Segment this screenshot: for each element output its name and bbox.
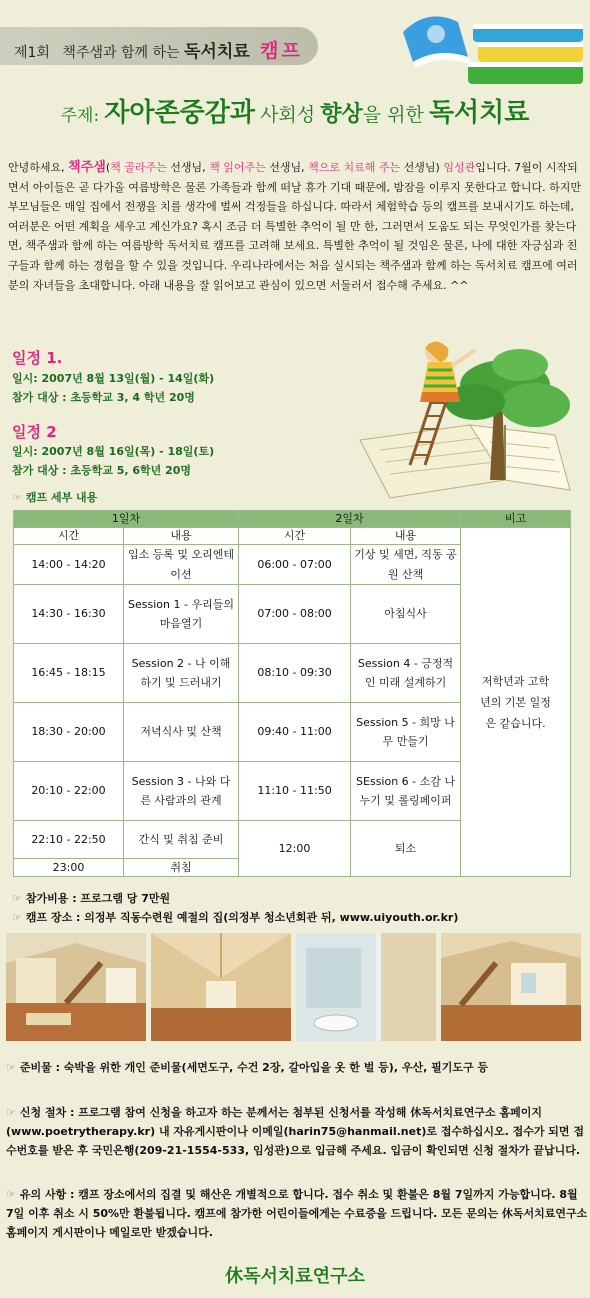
schedule1-target: 참가 대상 : 초등학교 3, 4 학년 20명 bbox=[12, 391, 195, 404]
pointing-hand-icon: ☞ bbox=[6, 1061, 16, 1074]
camp-photos bbox=[6, 933, 586, 1043]
title-subject: 주제: bbox=[60, 106, 100, 126]
row2-content2: Session 4 - 긍정적인 미래 설계하기 bbox=[351, 644, 461, 703]
pointing-hand-icon: ☞ bbox=[6, 1106, 16, 1119]
camp-photo-2 bbox=[151, 933, 291, 1041]
row4-content2: SEssion 6 - 소감 나누기 및 롤링페이퍼 bbox=[351, 762, 461, 821]
detail-label bbox=[12, 489, 97, 505]
apply-text: 신청 절차 : 프로그램 참여 신청을 하고자 하는 분께서는 첨부된 신청서를 작성해 休독서치료연구소 홈페이지(www.poetrytherapy.kr) 내 자유게시판이나 이메일(harin75@hanmail.net)로 접수하십시오. 접수가 되면 접수번호를 받은 후 국민은행(209-21-1554-533, 임성관)으로 입금해 주세요. 입금이 확인되면 신청 절차가 끝납니다. bbox=[6, 1106, 585, 1157]
pointing-hand-icon: ☞ bbox=[12, 491, 22, 504]
banner-title bbox=[14, 36, 303, 63]
row4-time2: 11:10 - 11:50 bbox=[239, 762, 351, 821]
row0-content1: 입소 등록 및 오리엔테이션 bbox=[124, 545, 239, 585]
row3-content1: 저녁식사 및 산책 bbox=[124, 703, 239, 762]
subheader-content2: 내용 bbox=[351, 528, 461, 545]
place-text: 캠프 장소 : 의정부 직동수련원 예절의 집(의정부 청소년회관 뒤, www.uiyouth.or.kr) bbox=[25, 911, 459, 924]
row2-time2: 08:10 - 09:30 bbox=[239, 644, 351, 703]
schedule2-date: 일시: 2007년 8월 16일(목) - 18일(토) bbox=[12, 445, 215, 458]
reading-girl-illustration bbox=[340, 330, 590, 500]
prep-text: 준비물 : 숙박을 위한 개인 준비물(세면도구, 수건 2장, 갈아입을 옷 한 벌 등), 우산, 필기도구 등 bbox=[19, 1061, 489, 1074]
row0-content2: 기상 및 세면, 직동 공원 산책 bbox=[351, 545, 461, 585]
intro-t3: 선생님) bbox=[400, 161, 444, 174]
row4-time1: 20:10 - 22:00 bbox=[14, 762, 124, 821]
apply-paragraph bbox=[6, 1103, 588, 1160]
camp-photo-1 bbox=[6, 933, 146, 1041]
row2-content1: Session 2 - 나 이해하기 및 드러내기 bbox=[124, 644, 239, 703]
caution-text: 유의 사항 : 캠프 장소에서의 집결 및 해산은 개별적으로 합니다. 접수 취소 및 환불은 8월 7일까지 가능합니다. 8월 7일 이후 취소 시 50%만 환불됩니다. 캠프에 참가한 어린이들에게는 수료증을 드립니다. 모든 문의는 休독서치료연구소 홈페이지 게시판이나 메일로만 받겠습니다. bbox=[6, 1188, 588, 1239]
banner-camp: 캠프 bbox=[260, 40, 303, 62]
subheader-time2: 시간 bbox=[239, 528, 351, 545]
page-title bbox=[0, 92, 590, 129]
note-cell: 저학년과 고학년의 기본 일정은 같습니다. bbox=[461, 528, 571, 877]
banner-prefix: 제1회 bbox=[14, 45, 50, 61]
intro-t1: 선생님, bbox=[166, 161, 210, 174]
intro-body: 7월이 시작되면서 아이들은 곧 다가올 여름방학은 물론 가족들과 함께 떠날 휴가 기대 때문에, 밤잠을 이루지 못한다고 합니다. 하지만 부모님들은 매일 집에서 전쟁을 치를 생각에 벌써 걱정들을 하십니다. 따라서 체험학습 등의 캠프를 보내시기도 하는데, 여러분은 어떤 계획을 세우고 계신가요? 혹시 조금 더 특별한 추억이 될 만 한, 그러면서 도움도 되는 무엇인가를 찾는다면, 책주샘과 함께 하는 여름방학 독서치료 캠프를 고려해 보세요. 특별한 추억이 될 것임은 물론, 나에 대한 자긍심과 친구들과 함께 하는 경험을 할 수 있을 것입니다. 우리나라에서는 처음 실시되는 책주샘과 함께 하는 독서치료 캠프에 여러분의 자녀들을 초대합니다. 아래 내용을 잘 읽어보고 관심이 있으면 서둘러서 접수해 주세요. ^^ bbox=[8, 161, 581, 292]
fee-line bbox=[12, 890, 170, 906]
schedule1-heading: 일정 1. bbox=[12, 349, 63, 367]
row5-time1: 22:10 - 22:50 bbox=[14, 821, 124, 859]
intro-greet: 안녕하세요, bbox=[8, 161, 69, 174]
prep-paragraph bbox=[6, 1058, 588, 1077]
camp-photo-3 bbox=[296, 933, 436, 1041]
intro-name: 책주샘 bbox=[68, 160, 106, 175]
intro-person: 임성관 bbox=[443, 161, 476, 174]
pointing-hand-icon: ☞ bbox=[6, 1188, 16, 1201]
header-day1: 1일차 bbox=[14, 511, 239, 528]
intro-t4: 입니다. bbox=[475, 161, 511, 174]
row5-time2: 12:00 bbox=[239, 821, 351, 877]
subheader-content1: 내용 bbox=[124, 528, 239, 545]
pointing-hand-icon: ☞ bbox=[12, 911, 22, 924]
subheader-time1: 시간 bbox=[14, 528, 124, 545]
camp-photo-4 bbox=[441, 933, 581, 1041]
intro-t2: 선생님, bbox=[265, 161, 309, 174]
detail-label-text: 캠프 세부 내용 bbox=[25, 491, 98, 504]
banner-big: 독서치료 bbox=[183, 42, 250, 62]
row5-content2: 퇴소 bbox=[351, 821, 461, 877]
row2-time1: 16:45 - 18:15 bbox=[14, 644, 124, 703]
row3-time2: 09:40 - 11:00 bbox=[239, 703, 351, 762]
row0-time2: 06:00 - 07:00 bbox=[239, 545, 351, 585]
schedule2-heading: 일정 2 bbox=[12, 423, 57, 441]
row6-content1: 취침 bbox=[124, 859, 239, 877]
header-day2: 2일차 bbox=[239, 511, 461, 528]
intro-text bbox=[8, 158, 586, 295]
title-therapy: 독서치료 bbox=[428, 98, 530, 128]
footer-organization: 休독서치료연구소 bbox=[225, 1266, 365, 1287]
schedule1-date: 일시: 2007년 8월 13일(월) - 14일(화) bbox=[12, 372, 215, 385]
fee-text: 참가비용 : 프로그램 당 7만원 bbox=[25, 892, 171, 905]
row1-time1: 14:30 - 16:30 bbox=[14, 585, 124, 644]
title-for: 을 위한 bbox=[362, 104, 424, 126]
row3-content2: Session 5 - 희망 나무 만들기 bbox=[351, 703, 461, 762]
banner-mid: 책주샘과 함께 하는 bbox=[62, 45, 180, 61]
intro-paren: ( bbox=[105, 161, 111, 174]
intro-role3: 책으로 치료해 주는 bbox=[308, 161, 401, 174]
row1-content2: 아침식사 bbox=[351, 585, 461, 644]
schedule-table bbox=[13, 510, 571, 877]
row6-time1: 23:00 bbox=[14, 859, 124, 877]
title-improve: 향상 bbox=[320, 101, 363, 127]
title-selfesteem: 자아존중감과 bbox=[104, 98, 255, 128]
place-line bbox=[12, 909, 458, 925]
title-social: 사회성 bbox=[260, 104, 316, 126]
row1-content1: Session 1 - 우리들의 마음열기 bbox=[124, 585, 239, 644]
intro-role2: 책 읽어주는 bbox=[209, 161, 266, 174]
books-illustration bbox=[398, 2, 588, 92]
schedule2-target: 참가 대상 : 초등학교 5, 6학년 20명 bbox=[12, 464, 192, 477]
row0-time1: 14:00 - 14:20 bbox=[14, 545, 124, 585]
table-subheader-row bbox=[14, 528, 571, 545]
row3-time1: 18:30 - 20:00 bbox=[14, 703, 124, 762]
header-note: 비고 bbox=[461, 511, 571, 528]
intro-role1: 책 골라주는 bbox=[110, 161, 167, 174]
row4-content1: Session 3 - 나와 다른 사람과의 관계 bbox=[124, 762, 239, 821]
row5-content1: 간식 및 취침 준비 bbox=[124, 821, 239, 859]
row1-time2: 07:00 - 08:00 bbox=[239, 585, 351, 644]
caution-paragraph bbox=[6, 1185, 588, 1242]
table-header-row bbox=[14, 511, 571, 528]
pointing-hand-icon: ☞ bbox=[12, 892, 22, 905]
